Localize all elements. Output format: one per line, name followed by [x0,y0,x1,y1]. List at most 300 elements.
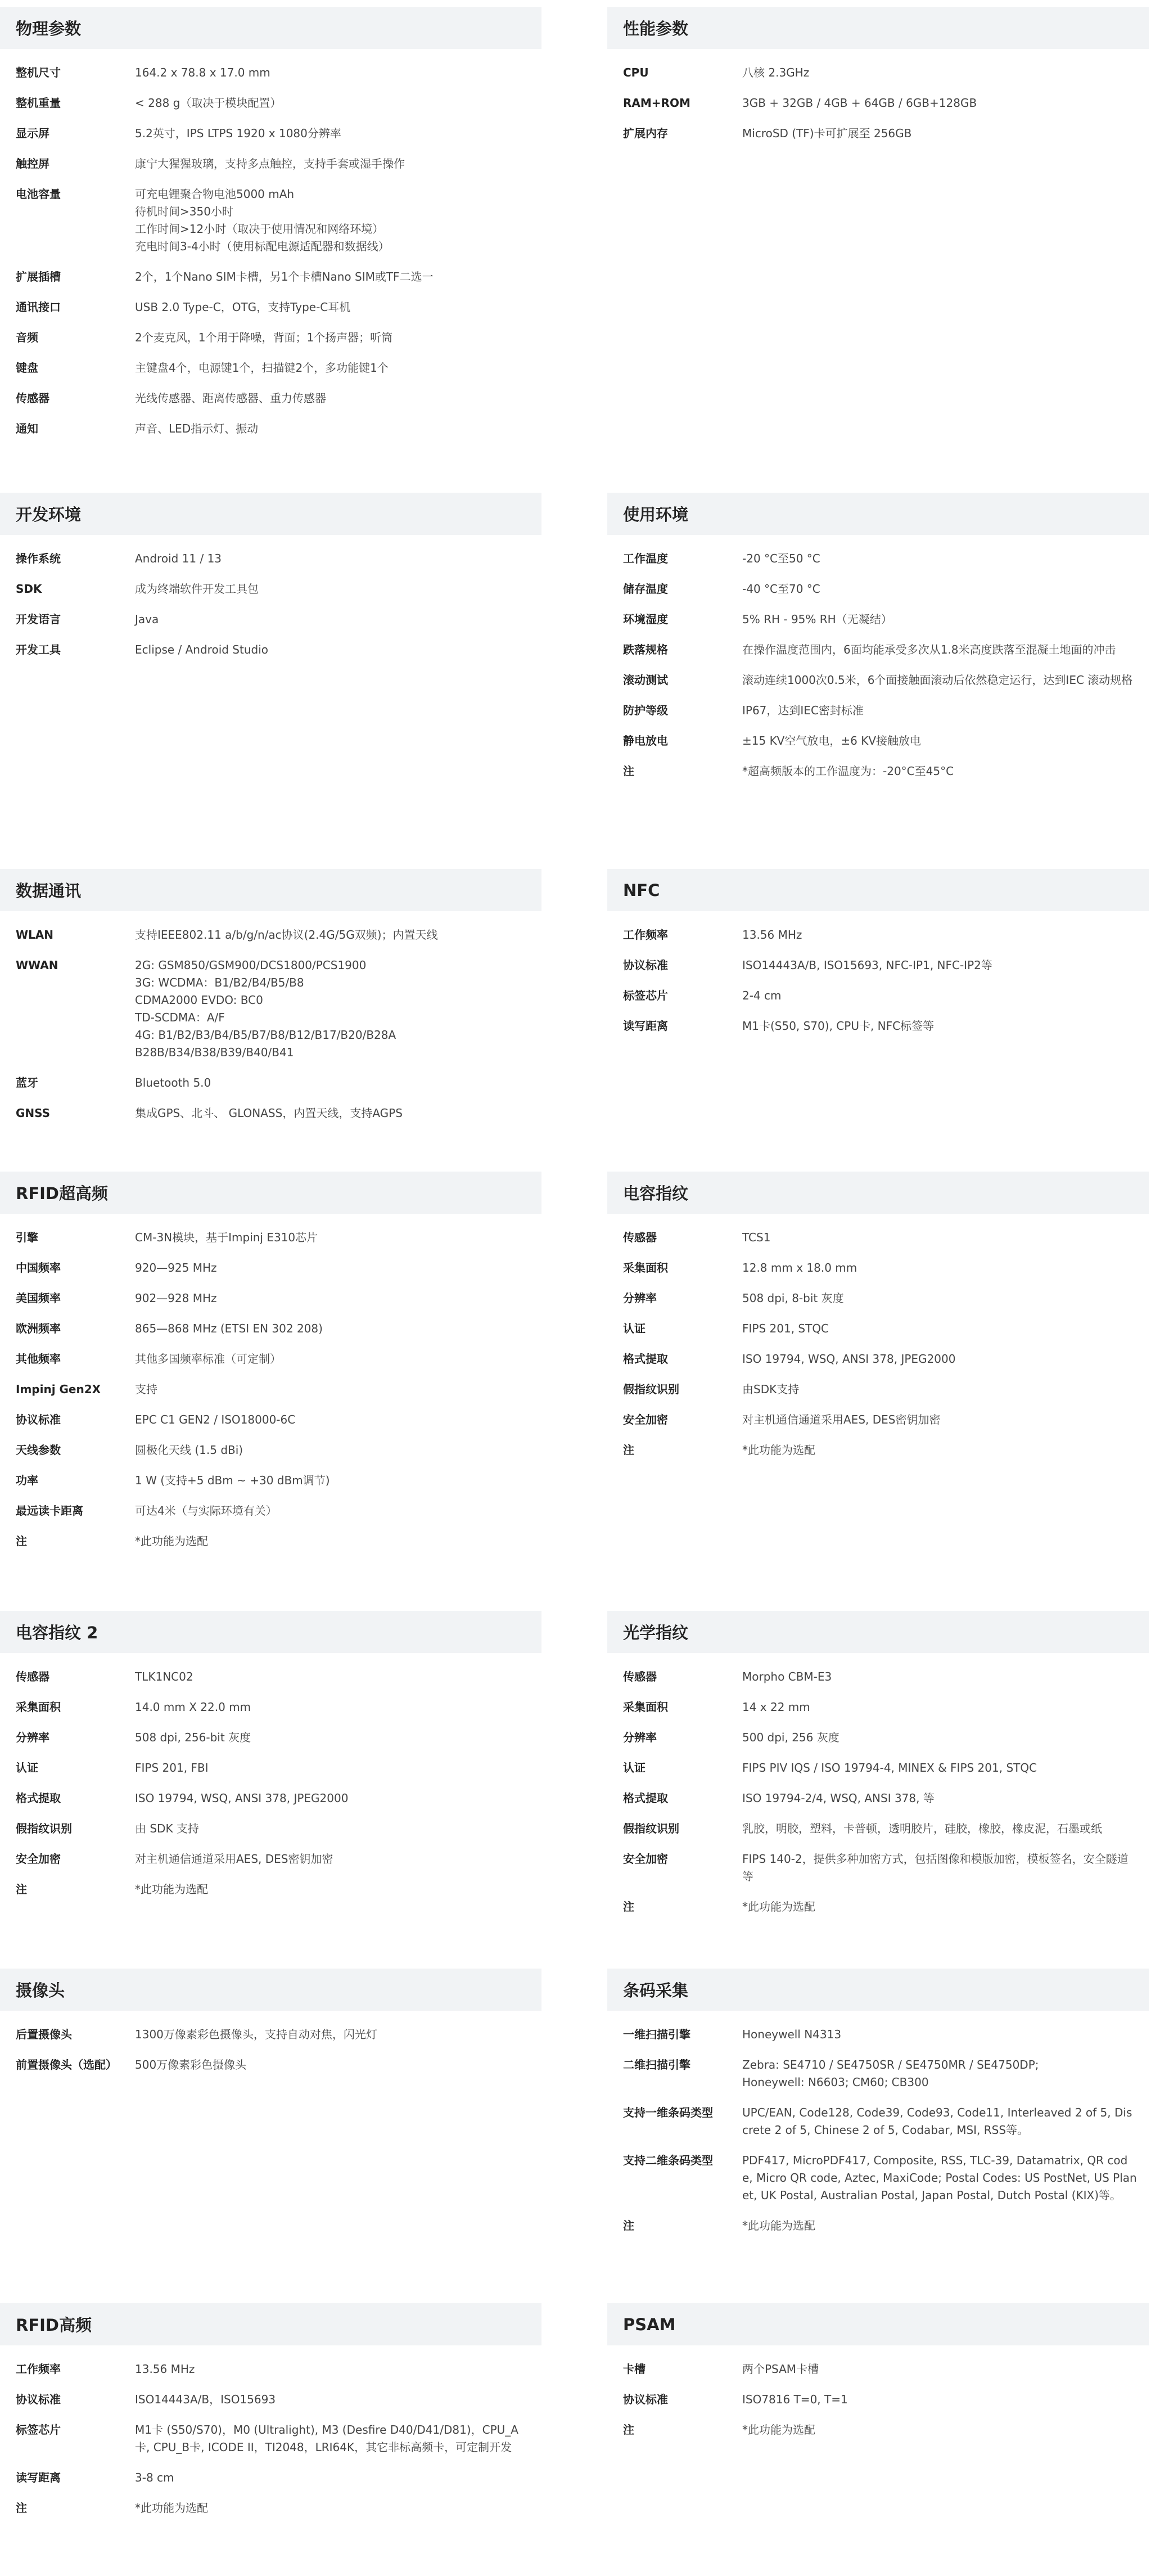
section-title: 开发环境 [16,505,82,524]
section-header [0,1172,541,1214]
spec-row [607,550,1149,568]
spec-label: 功率 [16,1474,38,1487]
spec-row [0,155,541,173]
spec-row [0,1290,541,1307]
section-title: 摄像头 [16,1981,65,2000]
spec-value: 5% RH - 95% RH（无凝结） [742,613,892,626]
spec-value: 3-8 cm [135,2471,174,2484]
spec-label: 前置摄像头（选配） [16,2058,117,2071]
spec-label: 注 [623,1443,634,1457]
spec-label: 扩展插槽 [16,270,61,283]
spec-value: 13.56 MHz [742,928,802,942]
spec-label: 注 [623,1900,634,1913]
spec-row [0,1668,541,1686]
section-title: RFID高频 [16,2316,92,2335]
spec-label: 触控屏 [16,157,49,170]
spec-row [607,1820,1149,1838]
spec-value: FIPS PIV IQS / ISO 19794-4, MINEX & FIPS 201, STQC [742,1761,1037,1775]
spec-value: FIPS 201, STQC [742,1322,829,1335]
spec-value: 920—925 MHz [135,1261,217,1275]
spec-value: 对主机通信通道采用AES, DES密钥加密 [742,1413,941,1426]
spec-label: 工作频率 [623,928,668,942]
section-header [0,2303,541,2345]
spec-row [607,611,1149,628]
spec-value: 164.2 x 78.8 x 17.0 mm [135,66,270,79]
spec-label: 假指纹识别 [16,1822,72,1835]
section-title: 电容指纹 [623,1184,689,1203]
spec-row [607,702,1149,719]
section-title: PSAM [623,2314,676,2334]
spec-value: Eclipse / Android Studio [135,643,269,656]
spec-label: 注 [623,2423,634,2437]
spec-value: Android 11 / 13 [135,552,222,565]
spec-value: ISO 19794, WSQ, ANSI 378, JPEG2000 [135,1791,349,1805]
section-header [607,869,1149,911]
spec-value: 光线传感器、距离传感器、重力传感器 [135,391,326,405]
spec-value: MicroSD (TF)卡可扩展至 256GB [742,127,912,140]
spec-row [607,1290,1149,1307]
spec-row [0,1759,541,1777]
spec-row [607,2391,1149,2408]
spec-rows [0,911,541,1122]
spec-value: EPC C1 GEN2 / ISO18000-6C [135,1413,296,1426]
spec-row [607,2361,1149,2378]
spec-row [607,1229,1149,1246]
spec-label: WLAN [16,928,54,942]
spec-label: 引擎 [16,1231,38,1244]
spec-value: 1300万像素彩色摄像头，支持自动对焦，闪光灯 [135,2028,377,2041]
section-title: 光学指纹 [623,1623,689,1642]
spec-rows [607,535,1149,780]
spec-value: 可达4米（与实际环境有关） [135,1504,277,1517]
spec-value: 14.0 mm X 22.0 mm [135,1700,251,1714]
spec-row [607,1850,1149,1885]
spec-label: 操作系统 [16,552,61,565]
spec-value: *此功能为选配 [135,1883,208,1896]
spec-value: *此功能为选配 [742,1900,815,1913]
spec-row [607,763,1149,780]
spec-row [0,329,541,346]
spec-value: 12.8 mm x 18.0 mm [742,1261,857,1275]
spec-label: 传感器 [16,1670,49,1683]
section-title: 电容指纹 2 [16,1623,98,1642]
spec-section [607,7,1149,155]
section-header [0,869,541,911]
spec-row [607,1411,1149,1429]
section-title: NFC [623,880,660,900]
spec-row [607,2026,1149,2043]
spec-value: 2个麦克风，1个用于降噪，背面；1个扬声器；听筒 [135,331,393,344]
spec-label: 后置摄像头 [16,2028,72,2041]
spec-label: 注 [16,2501,27,2515]
spec-value: *超高频版本的工作温度为：-20°C至45°C [742,764,954,778]
spec-label: 传感器 [623,1231,657,1244]
spec-label: 天线参数 [16,1443,61,1457]
spec-value: 集成GPS、北斗、 GLONASS，内置天线，支持AGPS [135,1106,403,1120]
spec-value: ISO7816 T=0, T=1 [742,2393,848,2406]
spec-value: 508 dpi, 256-bit 灰度 [135,1731,251,1744]
spec-rows [607,49,1149,142]
spec-row [607,1017,1149,1035]
spec-row [0,2361,541,2378]
spec-row [607,2421,1149,2439]
spec-value: -20 °C至50 °C [742,552,820,565]
spec-label: 储存温度 [623,582,668,596]
section-title: 数据通讯 [16,881,82,900]
spec-value: 5.2英寸，IPS LTPS 1920 x 1080分辨率 [135,127,341,140]
spec-value: Morpho CBM-E3 [742,1670,832,1683]
spec-value: TLK1NC02 [135,1670,193,1683]
spec-value: 两个PSAM卡槽 [742,2362,819,2376]
spec-row [0,926,541,944]
spec-row [0,94,541,112]
spec-label: 格式提取 [623,1791,668,1805]
spec-label: 静电放电 [623,734,668,747]
spec-value: 865—868 MHz (ETSI EN 302 208) [135,1322,323,1335]
spec-row [607,672,1149,689]
spec-rows [607,2011,1149,2235]
spec-value: 由SDK支持 [742,1382,800,1396]
section-header [607,493,1149,535]
spec-row [0,186,541,255]
spec-row [607,94,1149,112]
spec-value: IP67，达到IEC密封标准 [742,704,864,717]
spec-row [0,64,541,82]
spec-label: 传感器 [623,1670,657,1683]
spec-row [0,299,541,316]
spec-rows [607,911,1149,1035]
spec-section [0,7,541,451]
spec-value: 康宁大猩猩玻璃，支持多点触控，支持手套或湿手操作 [135,157,405,170]
spec-label: 读写距离 [16,2471,61,2484]
spec-row [0,1790,541,1807]
spec-value: PDF417, MicroPDF417, Composite, RSS, TLC-39, Datamatrix, QR code, Micro QR code, Aztec, MaxiCode; Postal Codes: US PostNet, US Planet, UK Postal, Australian Postal, Japan Postal, Dutch Postal (KIX)等。 [742,2154,1137,2202]
spec-row [0,2026,541,2043]
spec-label: 采集面积 [623,1700,668,1714]
spec-value: M1卡(S50, S70), CPU卡, NFC标签等 [742,1019,935,1033]
spec-label: 电池容量 [16,187,61,201]
spec-rows [0,535,541,659]
spec-value: 可充电锂聚合物电池5000 mAh 待机时间>350小时 工作时间>12小时（取决于使用情况和网络环境） 充电时间3-4小时（使用标配电源适配器和数据线） [135,187,390,253]
spec-value: M1卡 (S50/S70)，M0 (Ultralight), M3 (Desfire D40/D41/D81)，CPU_A卡, CPU_B卡, ICODE II，TI2048，LRI64K，其它非标高频卡，可定制开发 [135,2423,518,2454]
spec-value: 成为终端软件开发工具包 [135,582,259,596]
spec-section [607,493,1149,793]
spec-value: 乳胶，明胶，塑料，卡普顿，透明胶片，硅胶，橡胶，橡皮泥，石墨或纸 [742,1822,1102,1835]
spec-row [0,420,541,438]
spec-label: 中国频率 [16,1261,61,1275]
spec-row [607,1442,1149,1459]
spec-row [607,2056,1149,2091]
spec-label: RAM+ROM [623,96,690,110]
spec-row [0,1881,541,1898]
spec-label: 音频 [16,331,38,344]
spec-rows [0,2011,541,2074]
spec-label: 注 [623,2219,634,2232]
spec-label: 安全加密 [623,1413,668,1426]
spec-row [0,268,541,286]
spec-row [0,1411,541,1429]
spec-label: 注 [16,1534,27,1548]
section-header [0,493,541,535]
spec-value: 2个，1个Nano SIM卡槽，另1个卡槽Nano SIM或TF二选一 [135,270,434,283]
spec-label: 认证 [16,1761,38,1775]
spec-label: 最远读卡距离 [16,1504,83,1517]
spec-row [0,2391,541,2408]
spec-row [607,580,1149,598]
spec-row [607,1668,1149,1686]
spec-label: 分辨率 [16,1731,49,1744]
spec-row [607,957,1149,974]
spec-label: 二维扫描引擎 [623,2058,690,2071]
spec-value: 500万像素彩色摄像头 [135,2058,247,2071]
section-title: 使用环境 [623,505,689,524]
spec-row [0,1850,541,1868]
spec-label: 美国频率 [16,1291,61,1305]
spec-label: 跌落规格 [623,643,668,656]
spec-row [0,1442,541,1459]
spec-section [607,1611,1149,1929]
spec-section [0,493,541,672]
spec-label: 注 [623,764,634,778]
section-header [0,1969,541,2011]
spec-label: 分辨率 [623,1731,657,1744]
spec-row [607,2104,1149,2139]
spec-value: 14 x 22 mm [742,1700,810,1714]
spec-rows [0,2345,541,2517]
spec-label: 环境湿度 [623,613,668,626]
spec-row [0,1074,541,1092]
spec-value: *此功能为选配 [135,1534,208,1548]
spec-row [0,1820,541,1838]
spec-row [0,1729,541,1746]
spec-label: 防护等级 [623,704,668,717]
spec-row [0,1381,541,1398]
spec-value: Java [135,613,159,626]
spec-section [607,1969,1149,2248]
spec-label: 整机重量 [16,96,61,110]
section-header [607,7,1149,49]
spec-row [607,1699,1149,1716]
spec-row [0,1699,541,1716]
spec-label: 安全加密 [623,1852,668,1866]
spec-value: ISO 19794, WSQ, ANSI 378, JPEG2000 [742,1352,956,1366]
spec-value: 902—928 MHz [135,1291,217,1305]
spec-value: 声音、LED指示灯、振动 [135,422,259,435]
spec-label: CPU [623,66,649,79]
spec-value: *此功能为选配 [742,2423,815,2437]
spec-value: 2-4 cm [742,989,782,1002]
spec-label: 传感器 [16,391,49,405]
spec-value: TCS1 [742,1231,771,1244]
spec-row [0,580,541,598]
spec-value: *此功能为选配 [135,2501,208,2515]
spec-row [0,2056,541,2074]
spec-label: 格式提取 [623,1352,668,1366]
spec-row [0,957,541,1061]
spec-label: 假指纹识别 [623,1822,679,1835]
spec-value: *此功能为选配 [742,1443,815,1457]
spec-label: 分辨率 [623,1291,657,1305]
spec-row [0,2469,541,2487]
spec-label: Impinj Gen2X [16,1382,101,1396]
spec-row [0,125,541,142]
spec-label: 支持二维条码类型 [623,2154,713,2167]
spec-label: 安全加密 [16,1852,61,1866]
spec-value: ISO14443A/B，ISO15693 [135,2393,276,2406]
spec-value: Honeywell N4313 [742,2028,842,2041]
spec-label: 欧洲频率 [16,1322,61,1335]
spec-label: 工作频率 [16,2362,61,2376]
spec-label: 卡槽 [623,2362,646,2376]
spec-value: Bluetooth 5.0 [135,1076,211,1089]
spec-value: 滚动连续1000次0.5米，6个面接触面滚动后依然稳定运行，达到IEC 滚动规格 [742,673,1133,687]
spec-section [607,2303,1149,2452]
spec-row [607,1381,1149,1398]
spec-row [0,2500,541,2517]
spec-section [0,1172,541,1563]
spec-row [607,1790,1149,1807]
spec-label: 采集面积 [16,1700,61,1714]
spec-label: GNSS [16,1106,51,1120]
spec-row [0,390,541,407]
spec-value: *此功能为选配 [742,2219,815,2232]
section-header [607,1969,1149,2011]
spec-value: 500 dpi, 256 灰度 [742,1731,839,1744]
spec-label: 滚动测试 [623,673,668,687]
spec-row [607,926,1149,944]
spec-value: ISO 19794-2/4, WSQ, ANSI 378, 等 [742,1791,935,1805]
spec-row [0,1533,541,1550]
spec-row [0,2421,541,2456]
spec-label: 认证 [623,1761,646,1775]
spec-value: 在操作温度范围内，6面均能承受多次从1.8米高度跌落至混凝土地面的冲击 [742,643,1116,656]
spec-label: 假指纹识别 [623,1382,679,1396]
spec-row [607,732,1149,750]
spec-value: ISO14443A/B, ISO15693, NFC-IP1, NFC-IP2等 [742,958,992,972]
spec-label: 采集面积 [623,1261,668,1275]
spec-rows [0,49,541,438]
spec-rows [0,1653,541,1898]
spec-row [0,1502,541,1520]
spec-section [0,869,541,1135]
spec-label: 注 [16,1883,27,1896]
spec-value: 其他多国频率标准（可定制） [135,1352,281,1366]
spec-row [0,1259,541,1277]
spec-label: 键盘 [16,361,38,375]
spec-label: SDK [16,582,42,596]
spec-label: 显示屏 [16,127,49,140]
spec-rows [607,1653,1149,1916]
spec-value: CM-3N模块，基于Impinj E310芯片 [135,1231,318,1244]
spec-label: 协议标准 [623,2393,668,2406]
spec-label: 协议标准 [16,2393,61,2406]
spec-value: 支持 [135,1382,157,1396]
section-header [607,2303,1149,2345]
spec-rows [0,1214,541,1550]
spec-label: 扩展内存 [623,127,668,140]
spec-value: 支持IEEE802.11 a/b/g/n/ac协议(2.4G/5G双频)；内置天线 [135,928,438,942]
spec-value: 主键盘4个，电源键1个，扫描键2个，多功能键1个 [135,361,389,375]
spec-value: < 288 g（取决于模块配置） [135,96,282,110]
spec-value: FIPS 140-2，提供多种加密方式，包括图像和模版加密，模板签名，安全隧道等 [742,1852,1129,1883]
spec-label: 通知 [16,422,38,435]
spec-row [607,1759,1149,1777]
spec-value: 对主机通信通道采用AES, DES密钥加密 [135,1852,333,1866]
spec-section [607,1172,1149,1472]
section-title: 性能参数 [623,19,689,38]
spec-row [0,1320,541,1337]
section-title: 条码采集 [623,1981,689,2000]
spec-row [607,2217,1149,2235]
spec-label: 其他频率 [16,1352,61,1366]
spec-row [607,1729,1149,1746]
spec-label: 读写距离 [623,1019,668,1033]
spec-value: USB 2.0 Type-C，OTG，支持Type-C耳机 [135,300,351,314]
spec-label: 认证 [623,1322,646,1335]
spec-value: 1 W (支持+5 dBm ~ +30 dBm调节) [135,1474,330,1487]
spec-value: -40 °C至70 °C [742,582,820,596]
spec-row [0,359,541,377]
spec-value: 3GB + 32GB / 4GB + 64GB / 6GB+128GB [742,96,977,110]
spec-rows [607,1214,1149,1459]
spec-row [607,987,1149,1005]
spec-rows [607,2345,1149,2439]
spec-label: 格式提取 [16,1791,61,1805]
spec-row [0,1350,541,1368]
spec-label: 通讯接口 [16,300,61,314]
spec-value: 由 SDK 支持 [135,1822,199,1835]
spec-row [0,611,541,628]
spec-section [0,2303,541,2530]
spec-row [607,125,1149,142]
spec-value: ±15 KV空气放电，±6 KV接触放电 [742,734,921,747]
spec-value: UPC/EAN, Code128, Code39, Code93, Code11, Interleaved 2 of 5, Discrete 2 of 5, Chinese 2 of 5, Codabar, MSI, RSS等。 [742,2106,1132,2137]
spec-label: 标签芯片 [623,989,668,1002]
section-header [607,1611,1149,1653]
spec-value: 八核 2.3GHz [742,66,810,79]
spec-value: 圆极化天线 (1.5 dBi) [135,1443,243,1457]
spec-row [607,2152,1149,2204]
spec-row [0,1229,541,1246]
section-header [0,7,541,49]
spec-label: 开发工具 [16,643,61,656]
spec-row [607,1320,1149,1337]
spec-label: 标签芯片 [16,2423,61,2437]
spec-value: 508 dpi, 8-bit 灰度 [742,1291,844,1305]
spec-value: FIPS 201, FBI [135,1761,209,1775]
spec-label: 支持一维条码类型 [623,2106,713,2119]
spec-row [607,64,1149,82]
spec-section [607,869,1149,1048]
section-header [0,1611,541,1653]
spec-row [0,550,541,568]
spec-label: 协议标准 [16,1413,61,1426]
spec-row [607,641,1149,659]
section-title: 物理参数 [16,19,82,38]
spec-row [0,641,541,659]
spec-label: 开发语言 [16,613,61,626]
spec-section [0,1969,541,2087]
spec-value: 2G: GSM850/GSM900/DCS1800/PCS1900 3G: WCDMA：B1/B2/B4/B5/B8 CDMA2000 EVDO: BC0 TD-SCDMA：A/F 4G: B1/B2/B3/B4/B5/B7/B8/B12/B17/B20/B28A B28B/B34/B38/B39/B40/B41 [135,958,396,1059]
spec-label: 整机尺寸 [16,66,61,79]
section-header [607,1172,1149,1214]
spec-label: WWAN [16,958,58,972]
spec-label: 工作温度 [623,552,668,565]
spec-row [607,1259,1149,1277]
spec-label: 协议标准 [623,958,668,972]
spec-section [0,1611,541,1911]
spec-value: 13.56 MHz [135,2362,195,2376]
